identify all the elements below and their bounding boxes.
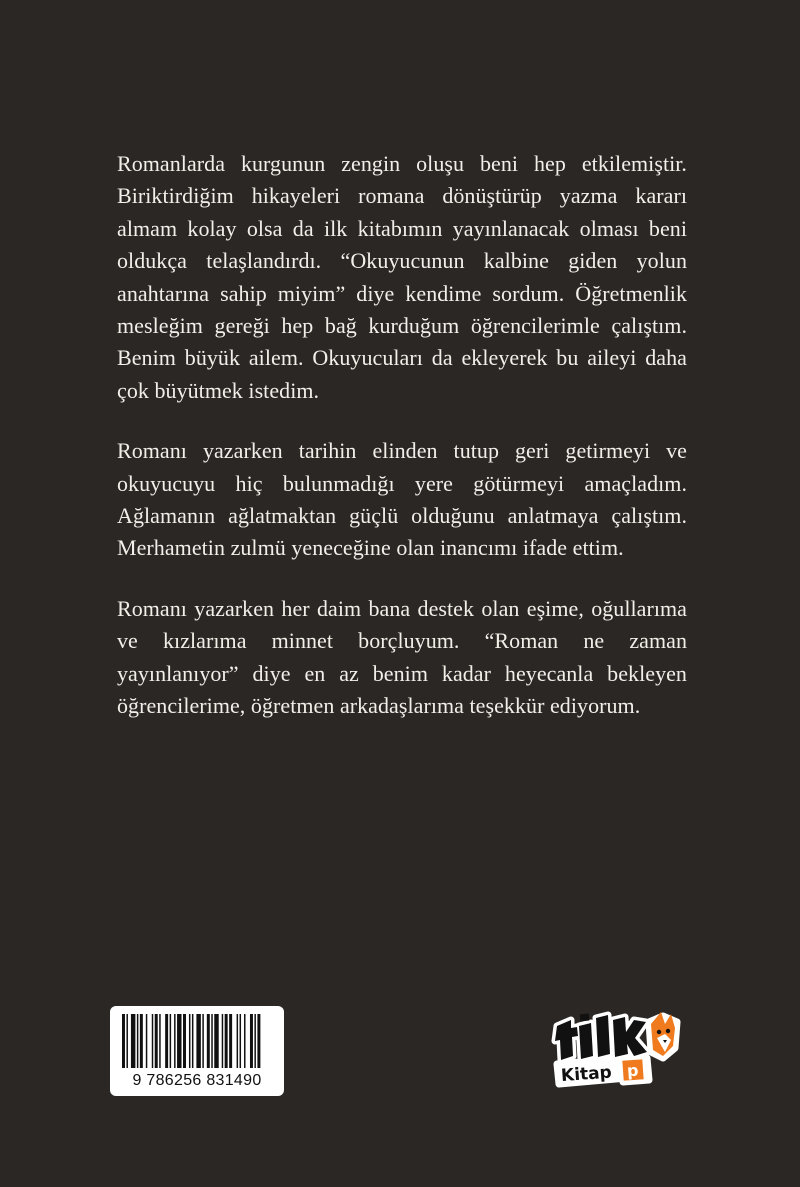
barcode-bar [196,1014,200,1068]
blurb-paragraph-2: Romanı yazarken tarihin elinden tutup geri getirmeyi ve okuyucuyu hiç bulunmadığı yere götürmeyi amaçladım. Ağlamanın ağlatmaktan güçlü olduğunu anlatmaya çalıştım. Merhametin zulmü yeneceğine olan inancımı ifade ettim. [117,438,687,561]
blurb-paragraph-1: Romanlarda kurgunun zengin oluşu beni hep etkilemiştir. Biriktirdiğim hikayeleri romana dönüştürüp yazma kararı almam kolay olsa da ilk kitabımın yayınlanacak olması beni oldukça telaşlandırdı. “Okuyucunun kalbine giden yolun anahtarına sahip miyim” diye kendime sordum. Öğretmenlik mesleğim gereği hep bağ kurduğum öğrencilerimle çalıştım. Benim büyük ailem. Okuyucuları da ekleyerek bu aileyi daha çok büyütmek istedim. [117,151,687,403]
barcode-bars [110,1006,284,1072]
barcode-bar [170,1014,171,1068]
barcode-bar [237,1014,238,1068]
barcode-bar [122,1014,125,1068]
barcode-bar [177,1014,181,1068]
barcode-bar [152,1014,153,1068]
barcode-bar [140,1014,143,1068]
barcode-bar [214,1014,218,1068]
barcode-bar [225,1014,228,1068]
barcode-bar [174,1014,175,1068]
tilki-fox-logo-icon [551,1008,681,1088]
barcode-bar [189,1014,190,1068]
isbn-digits: 9 786256 831490 [132,1072,262,1089]
barcode-bar [222,1014,223,1068]
barcode-bar [240,1014,241,1068]
barcode-bar [229,1014,232,1068]
barcode-bar [257,1014,260,1068]
barcode-bar [211,1014,212,1068]
blurb-paragraph-3: Romanı yazarken her daim bana destek olan eşime, oğullarıma ve kızlarıma minnet borçluyum. “Roman ne zaman yayınlanıyor” diye en az benim kadar heyecanla bekleyen öğrencilerime, öğretmen arkadaşlarıma teşekkür ediyorum. [117,595,687,719]
logo-kitap-text: Kitap [560,1062,613,1087]
barcode-bar [159,1014,160,1068]
barcode-bar [207,1014,210,1068]
barcode-bar [192,1014,193,1068]
barcode-bar [137,1014,138,1068]
isbn-barcode [110,1006,284,1096]
barcode-bar [202,1014,203,1068]
barcode-bar [126,1014,127,1068]
blurb-text [117,148,687,751]
svg-text:p: p [626,1060,640,1081]
barcode-bar [165,1014,168,1068]
barcode-bar [250,1014,253,1068]
barcode-bar [146,1014,147,1068]
barcode-bar [183,1014,186,1068]
publisher-logo [551,1008,681,1088]
barcode-bar [244,1014,245,1068]
barcode-bar [254,1014,255,1068]
barcode-bar [131,1014,135,1068]
barcode-bar [155,1014,158,1068]
